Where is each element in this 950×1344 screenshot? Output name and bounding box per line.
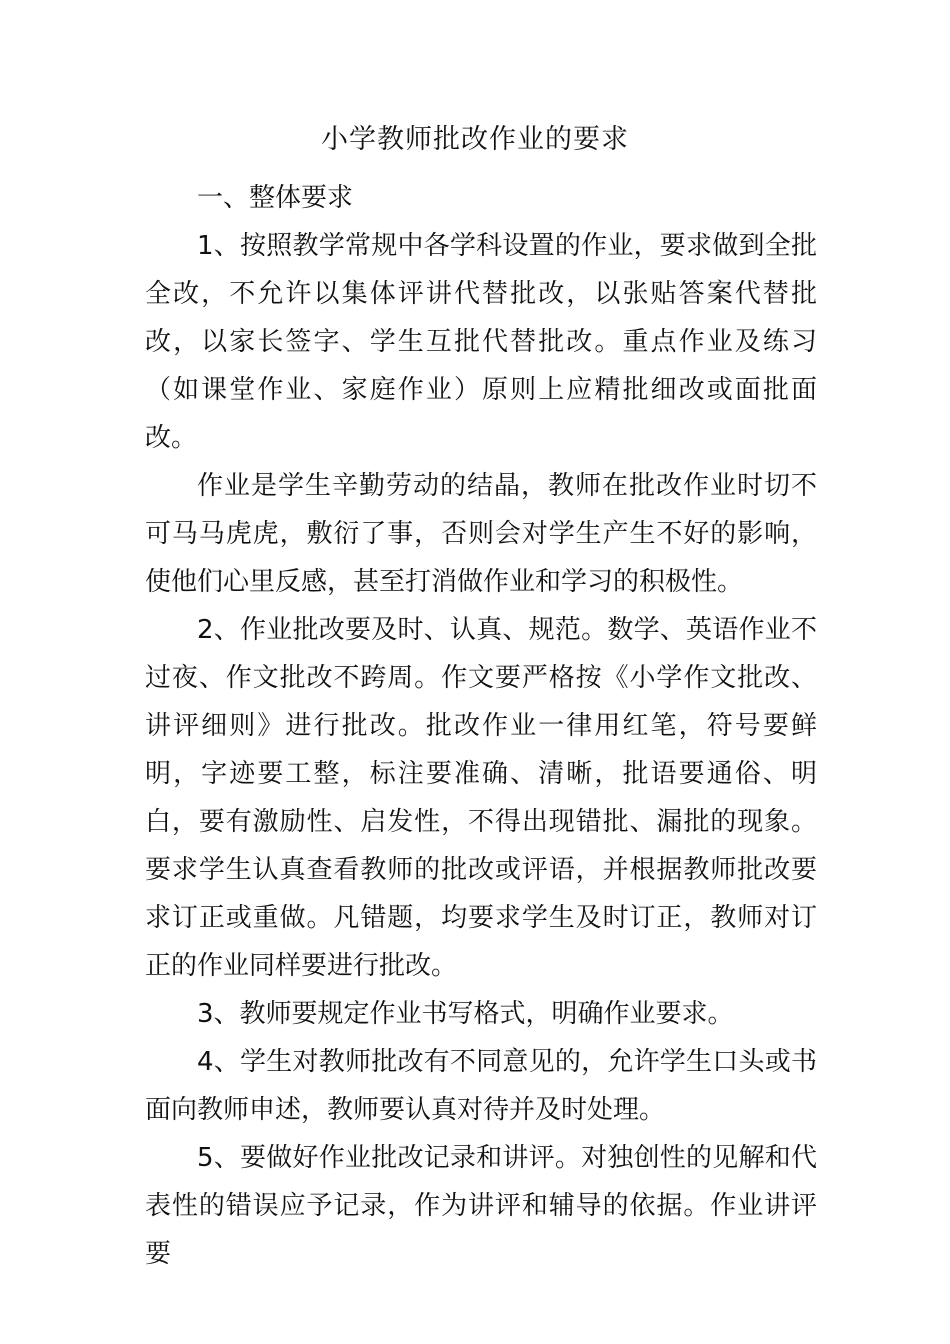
paragraph-2: 作业是学生辛勤劳动的结晶，教师在批改作业时切不可马马虎虎，敷衍了事，否则会对学生产生不好的影响，使他们心里反感，甚至打消做作业和学习的积极性。 [145,471,817,597]
paragraph-3: 2、作业批改要及时、认真、规范。数学、英语作业不过夜、作文批改不跨周。作文要严格按《小学作文批改、讲评细则》进行批改。批改作业一律用红笔，符号要鲜明，字迹要工整，标注要准确、清晰，批语要通俗、明白，要有激励性、启发性，不得出现错批、漏批的现象。要求学生认真查看教师的批改或评语，并根据教师批改要求订正或重做。凡错题，均要求学生及时订正，教师对订正的作业同样要进行批改。 [145,615,817,981]
paragraph-5: 4、学生对教师批改有不同意见的，允许学生口头或书面向教师申述，教师要认真对待并及时处理。 [145,1047,817,1125]
paragraph-6: 5、要做好作业批改记录和讲评。对独创性的见解和代表性的错误应予记录，作为讲评和辅导的依据。作业讲评要 [145,1143,817,1269]
document-title: 小学教师批改作业的要求 [321,124,629,155]
section-heading: 一、整体要求 [197,183,354,213]
document-body [145,174,817,1278]
paragraph-4: 3、教师要规定作业书写格式，明确作业要求。 [197,999,734,1029]
paragraph-1: 1、按照教学常规中各学科设置的作业，要求做到全批全改，不允许以集体评讲代替批改，以张贴答案代替批改，以家长签字、学生互批代替批改。重点作业及练习（如课堂作业、家庭作业）原则上应精批细改或面批面改。 [145,231,817,453]
